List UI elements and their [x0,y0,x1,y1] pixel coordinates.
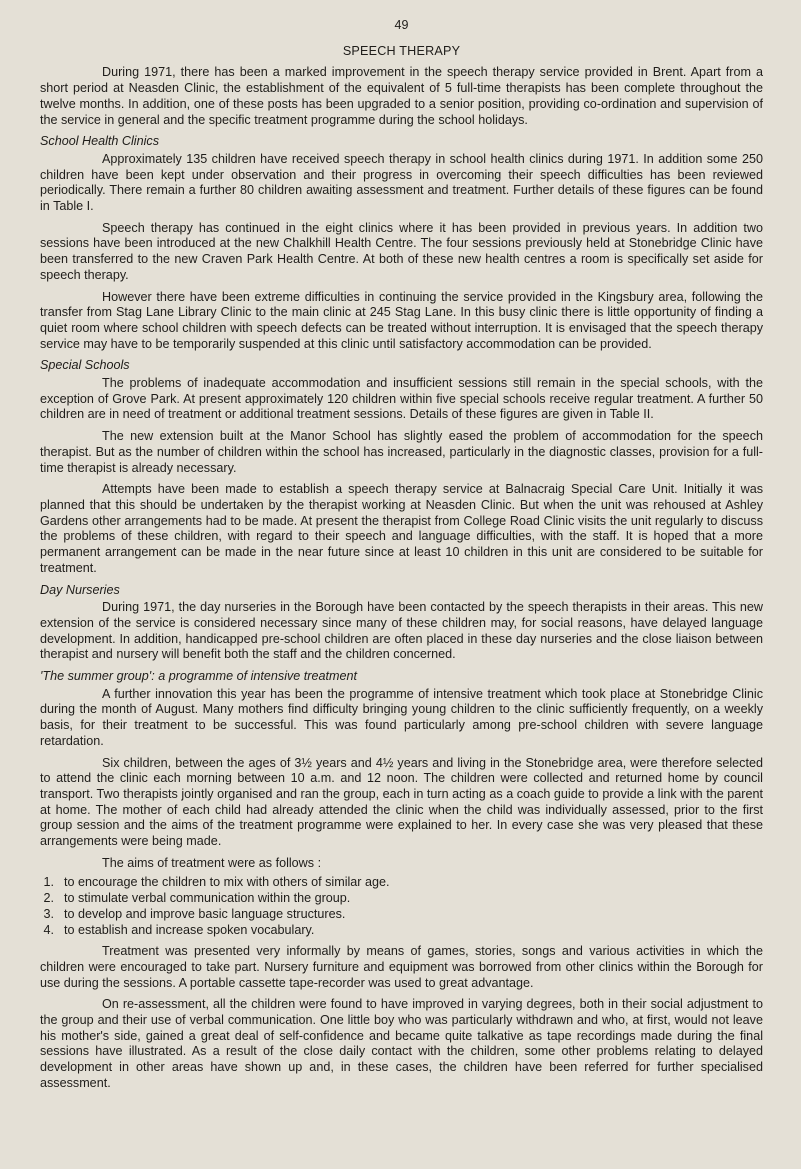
paragraph: Six children, between the ages of 3½ years and 4½ years and living in the Stonebridge area, were therefore selected to attend the clinic each morning between 10 a.m. and 12 noon. The children were collected and returned home by council transport. Two therapists jointly organised and ran the group, each in turn acting as a coach guide to provide a link with the parent at home. The mother of each child had already attended the clinic when the child was individually assessed, prior to the first group session and the aims of the treatment programme were explained to her. In every case she was very pleased that these arrangements were being made. [40,755,763,849]
list-item-text: to stimulate verbal communication within the group. [64,891,351,906]
paragraph: Treatment was presented very informally by means of games, stories, songs and various activities in which the children were encouraged to take part. Nursery furniture and equipment was borrowed from other clinics within the Borough for use during the sessions. A portable cassette tape-recorder was used to great advantage. [40,944,763,990]
list-item [40,907,763,923]
paragraph: Attempts have been made to establish a speech therapy service at Balnacraig Special Care Unit. Initially it was planned that this should be undertaken by the therapist working at Neasden Clinic. But when the unit was rehoused at Ashley Gardens other arrangements had to be made. At present the therapist from College Road Clinic visits the unit regularly to discuss the problems of these children, with regard to their speech and language difficulties, with the staff. It is hoped that a more permanent arrangement can be made in the near future since at least 10 children in this unit are considered to be suitable for treatment. [40,482,763,575]
paragraph: The problems of inadequate accommodation and insufficient sessions still remain in the special schools, with the exception of Grove Park. At present approximately 120 children within five special schools receive regular treatment. A further 50 children are in need of treatment or additional treatment sessions. Details of these figures are given in Table II. [40,376,763,422]
paragraph: During 1971, the day nurseries in the Borough have been contacted by the speech therapists in their areas. This new extension of the service is considered necessary since many of these children may, for social reasons, have delayed language development. In addition, handicapped pre-school children are often placed in these day nurseries and the close liaison between therapist and nursery will benefit both the staff and the children concerned. [40,600,763,662]
list-item-number: 3. [43,906,54,921]
list-item [40,923,763,939]
section-heading-special-schools: Special Schools [40,358,130,373]
list-item-number: 4. [43,922,54,937]
section-heading-school-health-clinics: School Health Clinics [40,134,159,149]
intro-paragraph: During 1971, there has been a marked improvement in the speech therapy service provided in Brent. Apart from a short period at Neasden Clinic, the establishment of the equivalent of 5 full-time therapists has been complete throughout the twelve months. In addition, one of these posts has been upgraded to a senior position, providing co-ordination and supervision of the service in general and the specific treatment programme during the school holidays. [40,65,763,127]
aims-list [40,875,763,938]
paragraph: Speech therapy has continued in the eight clinics where it has been provided in previous years. In addition two sessions have been introduced at the new Chalkhill Health Centre. The four sessions previously held at Stonebridge Clinic have been transferred to the new Craven Park Health Centre. At both of these new health centres a room is specifically set aside for speech therapy. [40,220,763,282]
paragraph: On re-assessment, all the children were found to have improved in varying degrees, both in their social adjustment to the group and their use of verbal communication. One little boy who was particularly withdrawn and who, at first, would not leave his mother's side, gained a great deal of self-confidence and became quite talkative as tape recordings made during the final sessions have illustrated. As a result of the close daily contact with the children, some other problems relating to delayed development in other areas have shown up and, in these cases, the children have been referred for further specialised assessment. [40,997,763,1090]
list-item-text: to establish and increase spoken vocabulary. [64,922,315,937]
paragraph: A further innovation this year has been the programme of intensive treatment which took place at Stonebridge Clinic during the month of August. Many mothers find difficulty bringing young children to the clinic sufficiently frequently, on a weekly basis, for their treatment to be successful. This was found particularly among pre-school children with severe language retardation. [40,686,763,748]
list-item-text: to develop and improve basic language structures. [64,906,346,921]
paragraph: However there have been extreme difficulties in continuing the service provided in the Kingsbury area, following the transfer from Stag Lane Library Clinic to the main clinic at 245 Stag Lane. In this busy clinic there is little opportunity of finding a quiet room where school children with speech defects can be treated without interruption. It is envisaged that the speech therapy service may have to be temporarily suspended at this clinic until satisfactory accommodation can be provided. [40,289,763,351]
list-item-number: 1. [43,875,54,890]
list-item-text: to encourage the children to mix with others of similar age. [64,875,390,890]
page-title: SPEECH THERAPY [342,43,461,58]
list-item-number: 2. [43,891,54,906]
list-item [40,891,763,907]
page-number: 49 [394,18,409,32]
paragraph: Approximately 135 children have received speech therapy in school health clinics during 1971. In addition some 250 children have been kept under observation and their progress in overcoming their speech difficulties has been reviewed periodically. There remain a further 80 children awaiting assessment and treatment. Further details of these figures can be found in Table I. [40,151,763,214]
list-item [40,875,763,891]
aims-intro: The aims of treatment were as follows : [102,855,322,870]
section-heading-summer-group: 'The summer group': a programme of intensive treatment [40,669,357,684]
paragraph: The new extension built at the Manor School has slightly eased the problem of accommodation for the speech therapist. But as the number of children within the school has increased, particularly in the diagnostic classes, provision for a full-time therapist is already necessary. [40,429,763,475]
section-heading-day-nurseries: Day Nurseries [40,582,120,597]
